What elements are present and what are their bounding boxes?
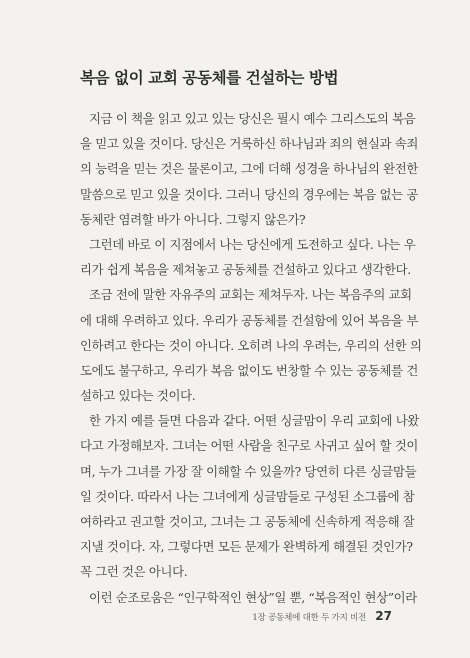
- text-line: 그런데 바로 이 지점에서 나는 당신에게 도전하고 싶다. 나는 우: [89, 236, 416, 252]
- text-line: 말씀으로 믿고 있을 것이다. 그러니 당신의 경우에는 복음 없는 공: [80, 186, 418, 202]
- text-line: 일 것이다. 따라서 나는 그녀에게 싱글맘들로 구성된 소그룹에 참: [80, 488, 415, 504]
- text-line: 리가 쉽게 복음을 제쳐놓고 공동체를 건설하고 있다고 생각한다.: [80, 262, 411, 278]
- text-line: 지금 이 책을 읽고 있고 있는 당신은 필시 예수 그리스도의 복음: [89, 111, 416, 126]
- text-line: 지낼 것이다. 자, 그렇다면 모든 문제가 완벽하게 해결된 것인가?: [80, 539, 413, 555]
- body-text: [80, 106, 422, 610]
- text-line: 도에도 불구하고, 우리가 복음 없이도 번창할 수 있는 공동체를 건: [80, 362, 418, 378]
- text-line: 꼭 그런 것은 아니다.: [80, 564, 188, 580]
- section-heading: 복음 없이 교회 공동체를 건설하는 방법: [80, 69, 339, 87]
- running-title: 1장 공동체에 대한 두 가지 비전: [252, 613, 367, 623]
- text-line: 이런 순조로움은 “인구학적인 현상”일 뿐, “복음적인 현상”이라: [89, 589, 417, 605]
- text-line: 에 대해 우려하고 있다. 우리가 공동체를 건설함에 있어 복음을 부: [80, 312, 418, 328]
- text-line: 동체란 염려할 바가 아니다. 그렇지 않은가?: [80, 211, 306, 227]
- text-line: 한 가지 예를 들면 다음과 같다. 어떤 싱글맘이 우리 교회에 나왔: [89, 413, 419, 429]
- text-line: 설하고 있다는 것이다.: [80, 388, 196, 404]
- text-line: 여하라고 권고할 것이고, 그녀는 그 공동체에 신속하게 적응해 잘: [80, 514, 415, 529]
- page-footer: [252, 605, 392, 624]
- text-line: 며, 누가 그녀를 가장 잘 이해할 수 있을까? 당연히 다른 싱글맘들: [80, 463, 417, 479]
- text-line: 을 믿고 있을 것이다. 당신은 거룩하신 하나님과 죄의 현실과 속죄: [80, 136, 418, 152]
- page-number: 27: [375, 609, 392, 623]
- text-line: 인하려고 한다는 것이 아니다. 오히려 나의 우려는, 우리의 선한 의: [80, 337, 422, 353]
- text-line: 조금 전에 말한 자유주의 교회는 제쳐두자. 나는 복음주의 교회: [89, 287, 412, 303]
- text-line: 다고 가정해보자. 그녀는 어떤 사람을 친구로 사귀고 싶어 할 것이: [80, 438, 418, 454]
- text-line: 의 능력을 믿는 것은 물론이고, 그에 더해 성경을 하나님의 완전한: [80, 161, 418, 177]
